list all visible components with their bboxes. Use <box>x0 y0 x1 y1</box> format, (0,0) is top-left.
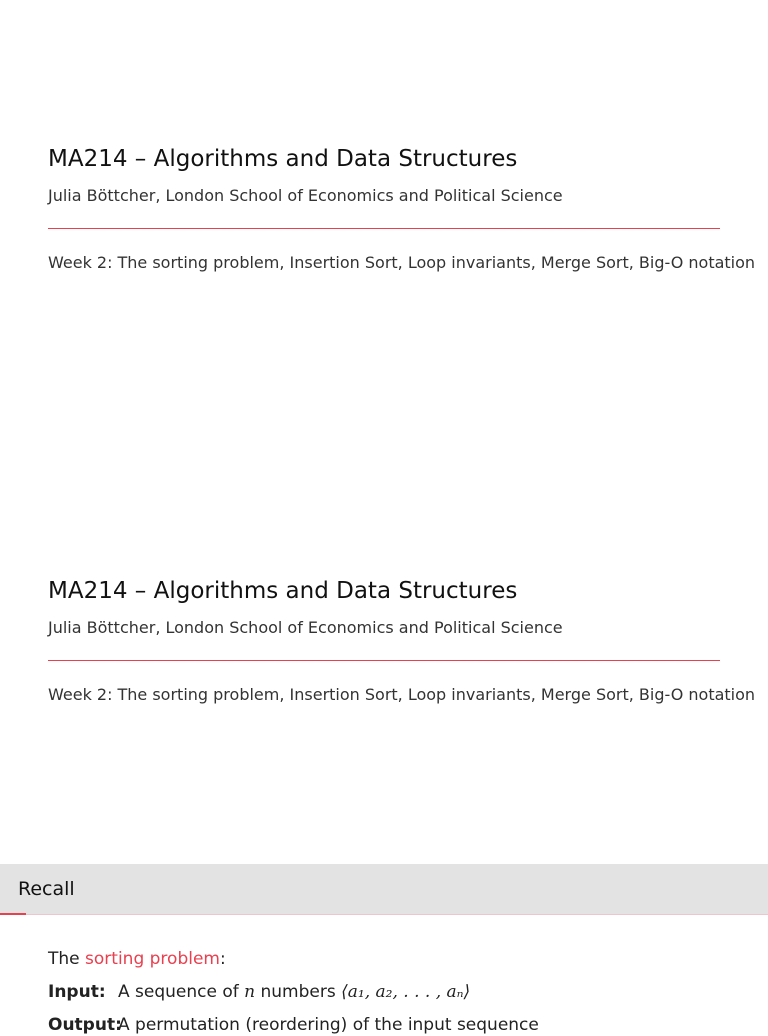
input-text-middle: numbers <box>255 982 342 1002</box>
course-title: MA214 – Algorithms and Data Structures <box>48 578 518 604</box>
week-subtitle <box>48 685 755 705</box>
frame-title: Recall <box>18 878 75 900</box>
author-line: Julia Böttcher, London School of Economics and Political Science <box>48 186 563 205</box>
week-topics: The sorting problem, Insertion Sort, Loop invariants, Merge Sort, Big-O notation <box>117 685 756 704</box>
frame-accent-bar <box>0 913 26 915</box>
recall-slide <box>0 864 768 1035</box>
input-variable: n <box>244 982 256 1002</box>
week-label: Week 2: <box>48 253 113 272</box>
output-definition <box>48 1014 539 1036</box>
input-definition <box>48 981 470 1003</box>
course-title: MA214 – Algorithms and Data Structures <box>48 146 518 172</box>
input-label: Input: <box>48 982 106 1002</box>
title-divider <box>48 228 720 229</box>
week-topics: The sorting problem, Insertion Sort, Loop invariants, Merge Sort, Big-O notation <box>117 253 756 272</box>
intro-suffix: : <box>219 949 226 969</box>
week-label: Week 2: <box>48 685 113 704</box>
output-text: A permutation (reordering) of the input sequence <box>118 1015 539 1035</box>
title-divider <box>48 660 720 661</box>
week-subtitle <box>48 253 755 273</box>
output-label: Output: <box>48 1015 122 1035</box>
title-slide <box>0 0 768 432</box>
sorting-problem-term: sorting problem <box>85 949 220 969</box>
input-sequence: ⟨a₁, a₂, . . . , aₙ⟩ <box>341 982 471 1002</box>
intro-prefix: The <box>48 949 86 969</box>
author-line: Julia Böttcher, London School of Economics and Political Science <box>48 618 563 637</box>
title-slide <box>0 432 768 864</box>
sorting-problem-intro <box>48 948 226 970</box>
input-text-start: A sequence of <box>118 982 245 1002</box>
frame-header <box>0 864 768 915</box>
